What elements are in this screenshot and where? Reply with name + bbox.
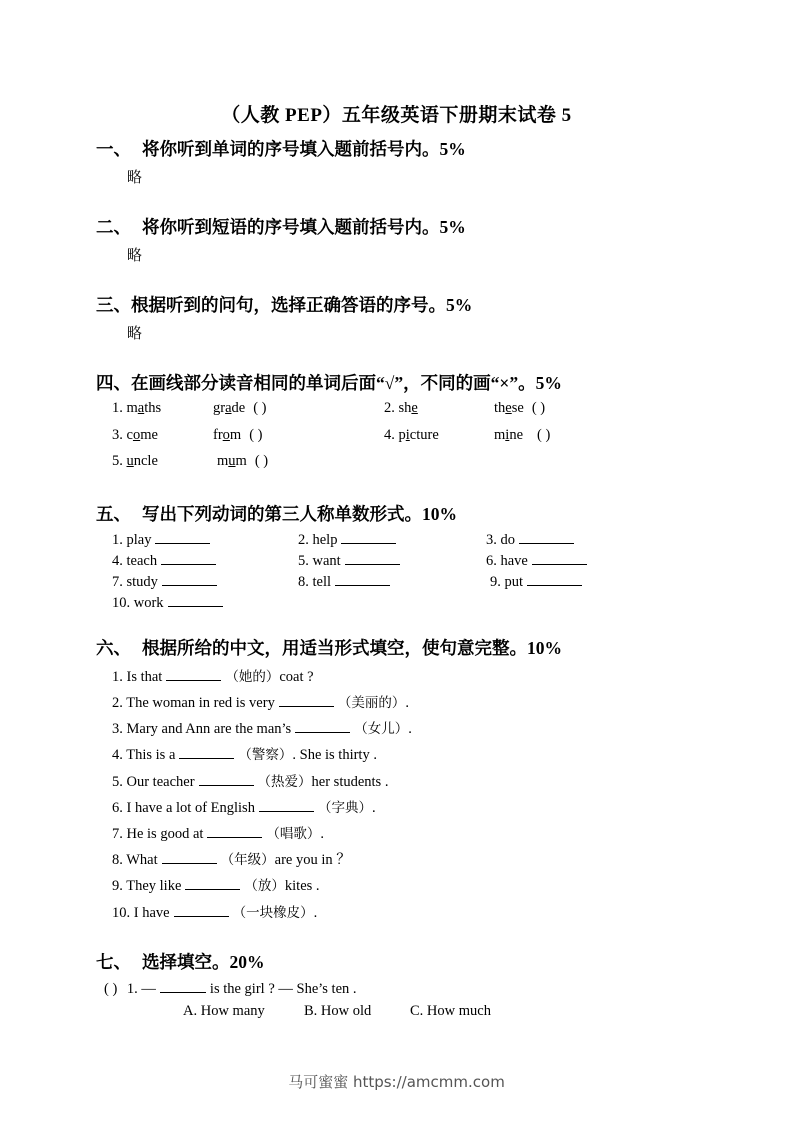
pron-item-3-word-b: from ( ) — [213, 427, 263, 443]
fill-sentence: 4. This is a （警察）. She is thirty . — [112, 743, 377, 764]
answer-blank[interactable] — [155, 529, 210, 544]
verb-item: 8. tell — [298, 571, 394, 591]
answer-paren[interactable]: ( ) — [254, 453, 269, 469]
pron-item-5-word-b: mum ( ) — [217, 453, 269, 469]
choice-option-c[interactable]: C. How much — [410, 1003, 491, 1019]
verb-item: 9. put — [490, 571, 586, 591]
fill-sentence: 8. What （年级）are you in ？ — [112, 848, 351, 869]
footer-watermark: 马可蜜蜜 https://amcmm.com — [288, 1073, 505, 1091]
section-6-number: 六、 — [96, 638, 131, 658]
section-2-text: 将你听到短语的序号填入题前括号内。5% — [142, 217, 466, 237]
verb-item: 4. teach — [112, 550, 220, 570]
answer-blank[interactable] — [345, 550, 400, 565]
choice-option-b[interactable]: B. How old — [304, 1003, 372, 1019]
answer-blank[interactable] — [168, 592, 223, 607]
fill-sentence: 7. He is good at （唱歌）. — [112, 822, 324, 843]
answer-paren[interactable]: ( ) — [104, 981, 118, 997]
fill-sentence: 1. Is that （她的）coat ? — [112, 665, 314, 686]
section-3-heading: 三、根据听到的问句，选择正确答语的序号。5% — [96, 295, 473, 315]
answer-paren[interactable]: ( ) — [253, 400, 267, 416]
section-3-note: 略 — [127, 324, 143, 342]
answer-blank[interactable] — [532, 550, 587, 565]
answer-blank[interactable] — [185, 875, 240, 890]
pron-item-4-word-a: 4. picture — [384, 427, 439, 443]
answer-blank[interactable] — [161, 550, 216, 565]
section-7-number: 七、 — [96, 952, 131, 972]
answer-blank[interactable] — [259, 797, 314, 812]
section-7-text: 选择填空。20% — [142, 952, 265, 972]
pron-item-4-word-b: mine ( ) — [494, 427, 551, 443]
answer-paren[interactable]: ( ) — [531, 400, 546, 416]
answer-blank[interactable] — [279, 692, 334, 707]
fill-sentence: 6. I have a lot of English （字典）. — [112, 796, 376, 817]
section-2-heading — [96, 214, 466, 239]
answer-blank[interactable] — [295, 718, 350, 733]
choice-question-1: ( ) 1. — is the girl ? — She’s ten . — [104, 978, 357, 998]
section-1-text: 将你听到单词的序号填入题前括号内。5% — [142, 139, 466, 159]
answer-blank[interactable] — [162, 571, 217, 586]
verb-item: 1. play — [112, 529, 214, 549]
verb-item: 3. do — [486, 529, 578, 549]
answer-blank[interactable] — [162, 849, 217, 864]
section-4-heading: 四、在画线部分读音相同的单词后面“√”，不同的画“×”。5% — [96, 373, 562, 393]
answer-blank[interactable] — [527, 571, 582, 586]
answer-paren[interactable]: ( ) — [537, 427, 551, 443]
answer-blank[interactable] — [166, 666, 221, 681]
answer-blank[interactable] — [519, 529, 574, 544]
fill-sentence: 3. Mary and Ann are the man’s （女儿）. — [112, 717, 412, 738]
pron-item-2-word-a: 2. she — [384, 400, 418, 416]
verb-item: 10. work — [112, 592, 227, 612]
section-2-note: 略 — [127, 246, 143, 264]
section-1-note: 略 — [127, 168, 143, 186]
verb-item: 6. have — [486, 550, 591, 570]
pron-item-3-word-a: 3. come — [112, 427, 158, 443]
choice-option-a[interactable]: A. How many — [183, 1003, 265, 1019]
fill-sentence: 2. The woman in red is very （美丽的）. — [112, 691, 409, 712]
answer-blank[interactable] — [160, 978, 206, 993]
section-6-heading — [96, 635, 562, 660]
section-6-text: 根据所给的中文，用适当形式填空，使句意完整。10% — [142, 638, 562, 658]
fill-sentence: 5. Our teacher （热爱）her students . — [112, 770, 388, 791]
section-5-heading — [96, 501, 457, 526]
answer-blank[interactable] — [179, 744, 234, 759]
answer-blank[interactable] — [207, 823, 262, 838]
fill-sentence: 10. I have （一块橡皮）. — [112, 901, 317, 922]
pron-item-2-word-b: these ( ) — [494, 400, 546, 416]
page-title: （人教 PEP）五年级英语下册期末试卷 5 — [221, 105, 572, 126]
section-5-text: 写出下列动词的第三人称单数形式。10% — [142, 504, 457, 524]
section-1-number: 一、 — [96, 139, 131, 159]
answer-blank[interactable] — [335, 571, 390, 586]
pron-item-1-word-a: 1. maths — [112, 400, 162, 416]
fill-sentence: 9. They like （放）kites . — [112, 874, 320, 895]
pron-item-5-word-a: 5. uncle — [112, 453, 158, 469]
verb-item: 7. study — [112, 571, 221, 591]
answer-blank[interactable] — [199, 771, 254, 786]
section-5-number: 五、 — [96, 504, 131, 524]
section-2-number: 二、 — [96, 217, 131, 237]
section-1-heading — [96, 136, 466, 161]
answer-blank[interactable] — [341, 529, 396, 544]
section-7-heading — [96, 949, 265, 974]
answer-paren[interactable]: ( ) — [249, 427, 263, 443]
verb-item: 5. want — [298, 550, 404, 570]
answer-blank[interactable] — [174, 902, 229, 917]
verb-item: 2. help — [298, 529, 400, 549]
pron-item-1-word-b: grade ( ) — [213, 400, 267, 416]
